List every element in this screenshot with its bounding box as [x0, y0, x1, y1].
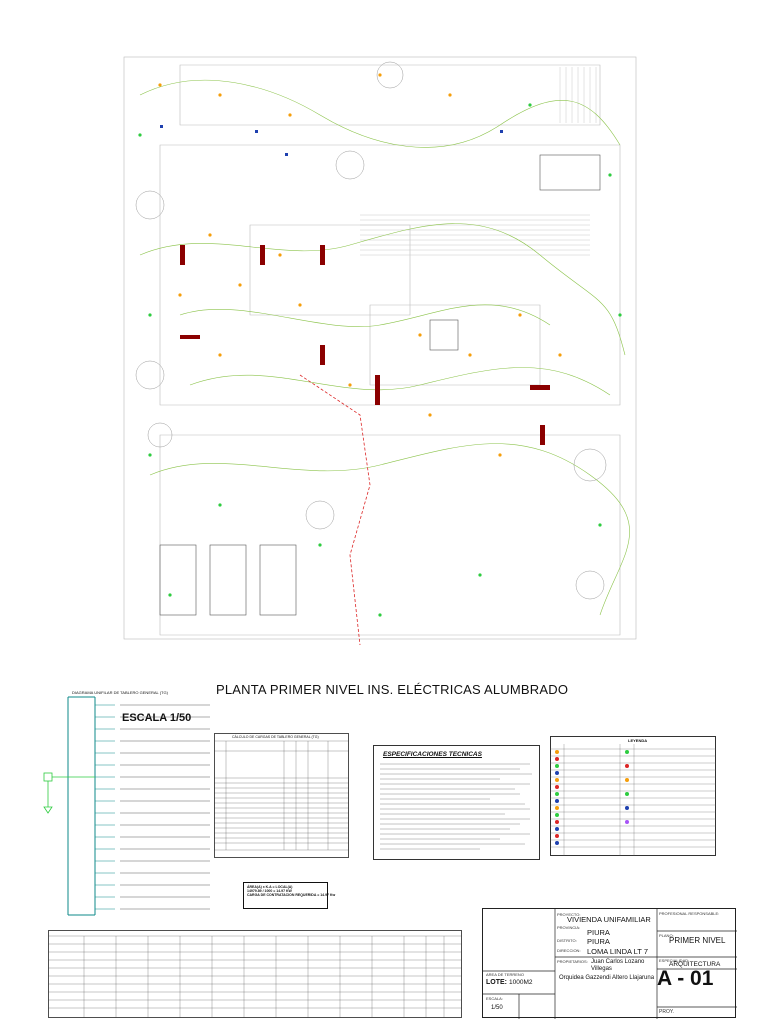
load-table-title: CÁLCULO DE CARGAS DE TABLERO GENERAL (TG)	[232, 735, 319, 739]
propietario-2: Orquidea Gazzendi Altero Llajaruna	[559, 975, 655, 981]
drawing-scale: ESCALA 1/50	[122, 712, 192, 724]
load-calculation-table	[214, 733, 349, 858]
propietarios-label: PROPIETARIOS:	[557, 959, 588, 964]
provincia-value: PIURA	[587, 928, 610, 937]
demand-line-2: 14979.89 / 1000 = 14.97 KW	[247, 889, 292, 894]
proyecto-value: VIVIENDA UNIFAMILIAR	[567, 915, 651, 924]
specifications-title: ESPECIFICACIONES TECNICAS	[383, 751, 482, 758]
diagram-title: DIAGRAMA UNIFILAR DE TABLERO GENERAL (TG)	[72, 690, 168, 695]
proy-label: PROY.	[659, 1009, 674, 1015]
distrito-value: PIURA	[587, 937, 610, 946]
especialidad-value: ARQUITECTURA	[669, 961, 721, 968]
specifications-text-lines	[380, 762, 535, 857]
especialidad-label: ESPECIALIDAD:	[659, 958, 690, 963]
proyecto-label: PROYECTO:	[557, 912, 581, 917]
propietario-1: Juan Carlos Lozano Villegas	[591, 959, 645, 972]
direccion-label: DIRECCION:	[557, 948, 581, 953]
lote-value: 1000M2	[509, 979, 533, 986]
direccion-value: LOMA LINDA LT 7	[587, 947, 648, 956]
lote-label: LOTE:	[486, 979, 507, 986]
sheet-number: A - 01	[657, 967, 714, 990]
provincia-label: PROVINCIA:	[557, 925, 581, 930]
floor-plan-drawing	[120, 55, 640, 645]
demand-box	[243, 882, 336, 909]
title-block	[482, 908, 736, 1018]
demand-line-1: ÁREA(A) x K.A = LOCAL(A)	[247, 885, 293, 889]
drawing-title: PLANTA PRIMER NIVEL INS. ELÉCTRICAS ALUMBRADO	[216, 682, 569, 697]
demand-line-3: CARGA DE CONTRATACION REQUERIDA = 14.97 Kw	[247, 893, 336, 898]
distrito-label: DISTRITO:	[557, 938, 577, 943]
legend-entries	[550, 744, 716, 856]
single-line-diagram	[40, 695, 215, 920]
escala-value: 1/50	[491, 1005, 503, 1011]
plano-label: PLANO:	[659, 933, 674, 938]
area-terreno-label: AREA DE TERRENO	[486, 972, 524, 977]
legend-title: LEYENDA	[628, 738, 648, 743]
circuit-table	[48, 930, 462, 1018]
plano-value: PRIMER NIVEL	[669, 936, 726, 945]
escala-label: ESCALA:	[486, 996, 503, 1001]
profesional-label: PROFESIONAL RESPONSABLE:	[659, 911, 720, 916]
